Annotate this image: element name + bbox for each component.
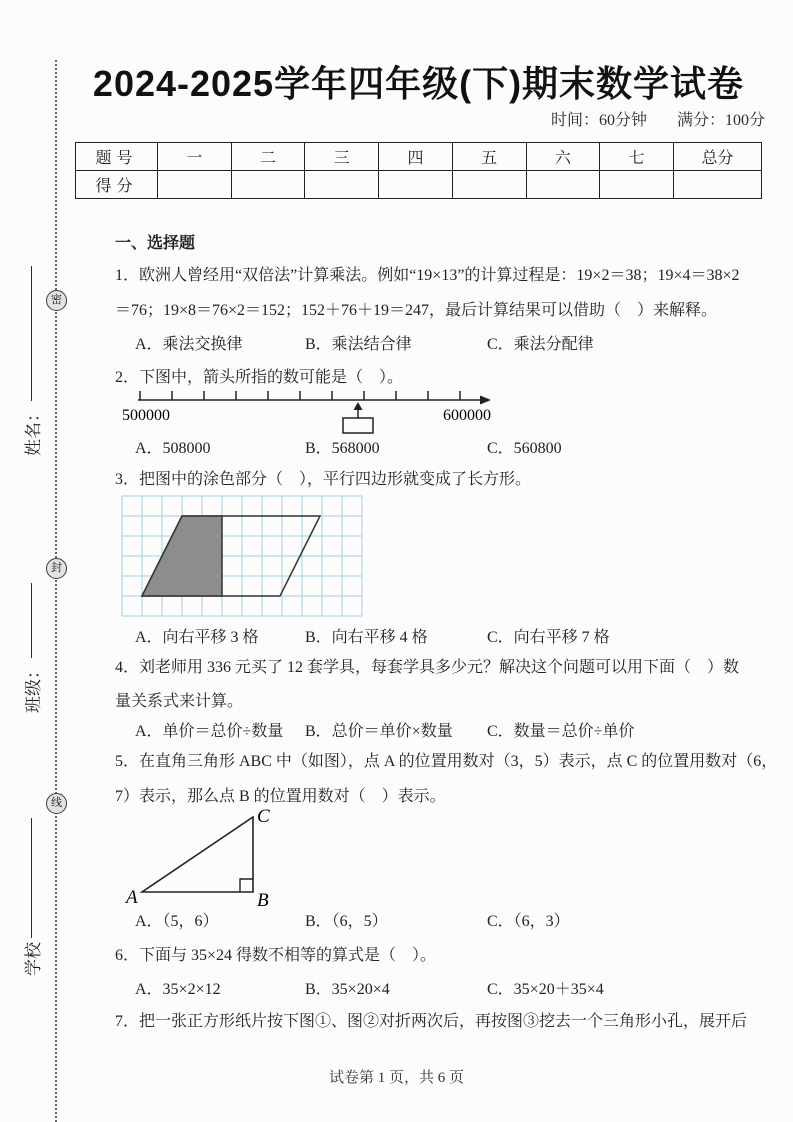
q2-options xyxy=(115,439,775,459)
q1-line-1: 1．欧洲人曾经用“双倍法”计算乘法。例如“19×13”的计算过程是：19×2＝38；19×4＝38×2 xyxy=(115,267,740,284)
q5-option-c: C．（6，3） xyxy=(487,913,570,930)
q6-line-1: 6．下面与 35×24 得数不相等的算式是（ ）。 xyxy=(115,947,437,964)
school-field xyxy=(20,818,42,976)
vertex-label-c: C xyxy=(257,806,270,827)
grid-lines xyxy=(122,496,362,616)
q7-line-1: 7．把一张正方形纸片按下图①、图②对折两次后，再按图③挖去一个三角形小孔，展开后 xyxy=(115,1013,748,1030)
q5-option-a: A．（5，6） xyxy=(135,913,219,930)
name-blank-line xyxy=(31,266,32,401)
q3-option-c: C．向右平移 7 格 xyxy=(487,629,610,646)
pointer-up-arrowhead xyxy=(354,402,363,410)
header-cell-tihao: 题号 xyxy=(76,143,158,171)
q3-options xyxy=(115,628,775,648)
right-angle-marker xyxy=(240,879,253,892)
score-cell xyxy=(305,171,379,199)
name-label: 姓名： xyxy=(23,405,43,456)
score-cell xyxy=(674,171,762,199)
header-cell-3: 三 xyxy=(305,143,379,171)
numberline-right-arrowhead xyxy=(480,396,491,405)
score-table-header-row xyxy=(76,143,762,171)
seal-marker-mi: 密 xyxy=(46,290,67,311)
numberline-end-label: 600000 xyxy=(443,407,491,424)
q3-parallelogram-grid-diagram xyxy=(120,494,364,624)
q5-option-b: B．（6，5） xyxy=(305,913,388,930)
class-label: 班级： xyxy=(23,662,43,713)
header-cell-6: 六 xyxy=(526,143,600,171)
q2-option-a: A．508000 xyxy=(135,440,211,457)
q5-right-triangle-diagram xyxy=(120,806,295,917)
q3-option-b: B．向右平移 4 格 xyxy=(305,629,428,646)
q4-line-1: 4．刘老师用 336 元买了 12 套学具，每套学具多少元？解决这个问题可以用下面（ ）数 xyxy=(115,659,740,676)
section-title: 一、选择题 xyxy=(115,235,196,252)
q2-option-c: C．560800 xyxy=(487,440,562,457)
q1-option-b: B．乘法结合律 xyxy=(305,336,412,353)
score-cell xyxy=(452,171,526,199)
score-table-score-row xyxy=(76,171,762,199)
q1-line-2: ＝76；19×8＝76×2＝152；152＋76＋19＝247，最后计算结果可以借助（ ）来解释。 xyxy=(115,302,718,319)
q4-option-c: C．数量＝总价÷单价 xyxy=(487,723,635,740)
q6-option-a: A．35×2×12 xyxy=(135,981,221,998)
header-cell-7: 七 xyxy=(600,143,674,171)
header-cell-total: 总分 xyxy=(674,143,762,171)
seal-marker-xian: 线 xyxy=(46,793,67,814)
q4-option-b: B．总价＝单价×数量 xyxy=(305,723,453,740)
full-score: 满分：100分 xyxy=(676,112,765,129)
numberline-start-label: 500000 xyxy=(122,407,170,424)
q6-option-b: B．35×20×4 xyxy=(305,981,390,998)
exam-meta xyxy=(551,107,765,130)
class-blank-line xyxy=(31,583,32,658)
q4-options xyxy=(115,722,775,742)
score-cell xyxy=(158,171,232,199)
q6-options xyxy=(115,980,775,1000)
q5-line-1: 5．在直角三角形 ABC 中（如图），点 A 的位置用数对（3，5）表示，点 C 的位置用数对（6， xyxy=(115,753,778,770)
name-field xyxy=(20,266,42,456)
q3-option-a: A．向右平移 3 格 xyxy=(135,629,259,646)
school-blank-line xyxy=(31,818,32,938)
q3-line-1: 3．把图中的涂色部分（ ），平行四边形就变成了长方形。 xyxy=(115,471,532,488)
score-cell xyxy=(231,171,305,199)
score-table xyxy=(75,142,762,199)
vertex-label-a: A xyxy=(126,887,138,908)
q5-line-2: 7）表示，那么点 B 的位置用数对（ ）表示。 xyxy=(115,788,446,805)
triangle-outline xyxy=(142,817,253,892)
q4-option-a: A．单价＝总价÷数量 xyxy=(135,723,284,740)
time-limit: 时间：60分钟 xyxy=(550,112,647,129)
score-cell xyxy=(600,171,674,199)
q4-line-2: 量关系式来计算。 xyxy=(115,693,244,710)
q6-option-c: C．35×20＋35×4 xyxy=(487,981,604,998)
score-cell xyxy=(526,171,600,199)
header-cell-1: 一 xyxy=(158,143,232,171)
q5-options xyxy=(115,912,775,932)
score-cell xyxy=(379,171,453,199)
page-footer: 试卷第 1 页，共 6 页 xyxy=(328,1070,464,1086)
school-label: 学校 xyxy=(23,942,43,976)
q2-option-b: B．568000 xyxy=(305,440,380,457)
header-cell-4: 四 xyxy=(379,143,453,171)
header-cell-2: 二 xyxy=(231,143,305,171)
seal-fold-dotted-line xyxy=(55,60,57,1122)
header-cell-5: 五 xyxy=(452,143,526,171)
class-field xyxy=(20,583,42,713)
q1-option-c: C．乘法分配律 xyxy=(487,336,594,353)
q2-line-1: 2．下图中，箭头所指的数可能是（ ）。 xyxy=(115,369,404,386)
score-row-label: 得分 xyxy=(76,171,158,199)
q1-option-a: A．乘法交换律 xyxy=(135,336,243,353)
seal-marker-feng: 封 xyxy=(46,558,67,579)
q1-options xyxy=(115,335,775,355)
page-title: 2024-2025学年四年级(下)期末数学试卷 xyxy=(92,63,745,104)
vertex-label-b: B xyxy=(257,890,269,911)
